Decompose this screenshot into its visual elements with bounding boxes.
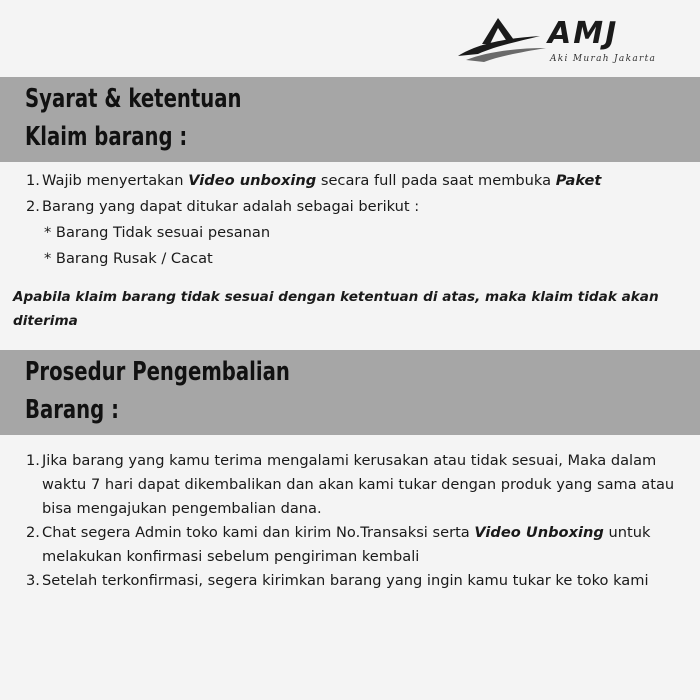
section-header-returns: [0, 350, 700, 435]
brand-name: AMJ: [548, 16, 619, 51]
terms-list: [26, 169, 686, 219]
returns-title-line2: Barang :: [25, 395, 119, 425]
terms-note: Apabila klaim barang tidak sesuai dengan ketentuan di atas, maka klaim tidak akan diterima: [13, 289, 659, 329]
list-item: 3. Setelah terkonfirmasi, segera kirimkan barang yang ingin kamu tukar ke toko kami: [26, 572, 649, 589]
list-item: 2. Barang yang dapat ditukar adalah sebagai berikut :: [26, 198, 420, 215]
list-item: 2. Chat segera Admin toko kami dan kirim No.Transaksi serta Video Unboxing untuk melakukan konfirmasi sebelum pengiriman kembali: [26, 524, 651, 565]
emphasis-text: Video unboxing: [188, 172, 317, 189]
mountain-swoosh-icon: [456, 14, 548, 64]
sub-item: * Barang Rusak / Cacat: [44, 250, 213, 267]
returns-title-line1: Prosedur Pengembalian: [25, 357, 290, 387]
list-item: 1. Wajib menyertakan Video unboxing secara full pada saat membuka Paket: [26, 172, 602, 189]
emphasis-text: Video Unboxing: [474, 524, 604, 541]
section-header-terms: [0, 77, 700, 162]
terms-title-line1: Syarat & ketentuan: [25, 84, 242, 114]
brand-logo: [456, 14, 662, 70]
terms-title-line2: Klaim barang :: [25, 122, 188, 152]
emphasis-text: Paket: [555, 172, 602, 189]
brand-tagline: Aki Murah Jakarta: [550, 54, 657, 64]
list-item: 1. Jika barang yang kamu terima mengalami kerusakan atau tidak sesuai, Maka dalam waktu 7 hari dapat dikembalikan dan akan kami tukar dengan produk yang sama atau bisa mengajukan pengembalian dana.: [26, 452, 675, 517]
sub-item: * Barang Tidak sesuai pesanan: [44, 224, 271, 241]
returns-list: [26, 449, 686, 593]
